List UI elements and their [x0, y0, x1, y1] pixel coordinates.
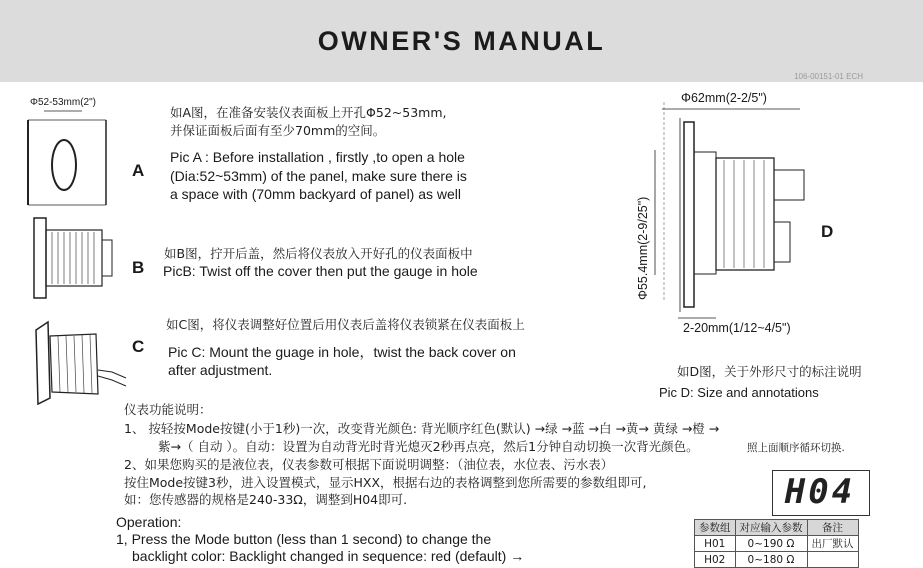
- fig-d-terminal: [774, 222, 790, 262]
- fig-d-nut: [716, 158, 774, 270]
- function-heading: 仪表功能说明：: [124, 402, 212, 417]
- table-cell: 0~190 Ω: [735, 536, 807, 552]
- table-header: 对应输入参数: [735, 520, 807, 536]
- fig-c-letter: C: [132, 337, 145, 356]
- fig-d-dim-bottom: 2-20mm(1/12~4/5"): [683, 321, 791, 335]
- table-cell: 0~180 Ω: [735, 552, 807, 568]
- fig-a-en-line1: Pic A : Before installation , firstly ,to open a hole: [170, 149, 465, 165]
- table-row: [695, 552, 859, 568]
- fig-b-cn-line: 如B图，拧开后盖，然后将仪表放入开好孔的仪表面板中: [164, 246, 473, 261]
- fig-c-cn-line: 如C图，将仪表调整好位置后用仪表后盖将仪表锁紧在仪表面板上: [166, 317, 525, 332]
- table-header-row: [695, 520, 859, 536]
- fig-d-neck: [694, 152, 716, 274]
- lcd-display-value: H04: [784, 472, 856, 512]
- fig-a-letter: A: [132, 161, 145, 180]
- fig-d-letter: D: [821, 222, 834, 241]
- fig-d-cn-caption: 如D图，关于外形尺寸的标注说明: [677, 364, 862, 379]
- fig-a-cn-line1: 如A图，在准备安装仪表面板上开孔Φ52~53mm,: [170, 105, 447, 120]
- table-header: 参数组: [695, 520, 736, 536]
- function-line-4: 按住Mode按键3秒，进入设置模式，显示HXX，根据右边的表格调整到您所需要的参数组即可,: [124, 475, 647, 490]
- operation-line-1: 1, Press the Mode button (less than 1 second) to change the: [116, 531, 492, 547]
- fig-b-en-line: PicB: Twist off the cover then put the gauge in hole: [163, 263, 478, 279]
- function-line-2: 紫→（ 自动 ）。自动：设置为自动背光时背光熄灭2秒再点亮，然后1分钟自动切换一次背光颜色。: [158, 439, 699, 454]
- function-line-3: 2、如果您购买的是液位表，仪表参数可根据下面说明调整：（油位表，水位表、污水表）: [124, 457, 614, 472]
- fig-a-cn-line2: 并保证面板后面有至少70mm的空间。: [170, 123, 386, 138]
- table-cell: H02: [695, 552, 736, 568]
- function-line-2-note: 照上面顺序循环切换.: [747, 442, 845, 454]
- table-cell: [807, 552, 858, 568]
- function-line-1: 1、 按轻按Mode按键(小于1秒)一次，改变背光颜色: 背光顺序红色(默认) →绿 →蓝 →白 →黄→ 黄绿 →橙 →: [124, 421, 720, 436]
- fig-a-en-line3: a space with (70mm backyard of panel) as well: [170, 186, 462, 202]
- document-number: 106-00151-01 ECH: [794, 72, 863, 81]
- table-cell: 出厂默认: [807, 536, 858, 552]
- fig-c-en-line1: Pic C: Mount the guage in hole，twist the back cover on: [168, 344, 516, 360]
- fig-a-en-line2: (Dia:52~53mm) of the panel, make sure there is: [170, 168, 467, 184]
- operation-heading: Operation:: [116, 514, 182, 530]
- page-title: OWNER'S MANUAL: [317, 26, 606, 56]
- fig-d-bezel: [684, 122, 694, 307]
- fig-a-dimension: Φ52-53mm(2"): [30, 97, 96, 108]
- fig-b-letter: B: [132, 258, 145, 277]
- table-cell: H01: [695, 536, 736, 552]
- fig-d-en-caption: Pic D: Size and annotations: [659, 385, 819, 400]
- parameter-table: [694, 519, 859, 568]
- function-line-5: 如：您传感器的规格是240-33Ω，调整到H04即可.: [124, 492, 408, 507]
- fig-c-en-line2: after adjustment.: [168, 362, 273, 378]
- fig-d-dim-top: Φ62mm(2-2/5"): [681, 91, 767, 105]
- table-header: 备注: [807, 520, 858, 536]
- fig-d-connector: [774, 170, 804, 200]
- fig-d-dim-side: Φ55.4mm(2-9/25"): [636, 196, 650, 300]
- table-row: [695, 536, 859, 552]
- operation-line-2: backlight color: Backlight changed in sequence: red (default) →: [132, 548, 525, 564]
